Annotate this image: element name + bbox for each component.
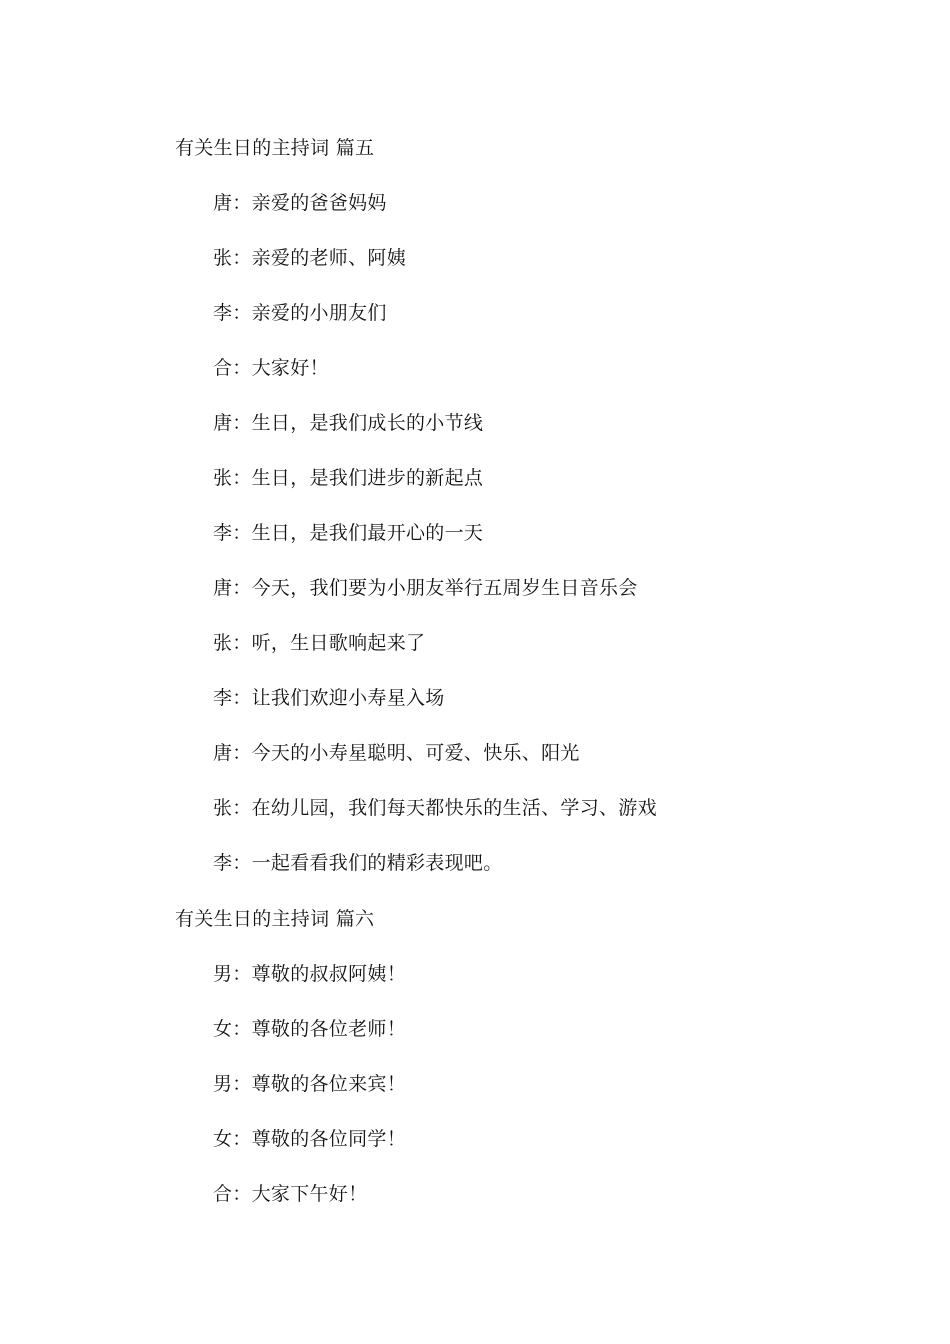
section-heading-6: 有关生日的主持词 篇六 xyxy=(175,908,375,930)
dialog-line: 男：尊敬的叔叔阿姨！ xyxy=(213,963,407,985)
dialog-line: 唐：生日，是我们成长的小节线 xyxy=(213,412,484,434)
dialog-line: 张：听，生日歌响起来了 xyxy=(213,632,426,654)
dialog-line: 女：尊敬的各位老师！ xyxy=(213,1018,407,1040)
dialog-line: 李：让我们欢迎小寿星入场 xyxy=(213,687,445,709)
dialog-line: 张：生日，是我们进步的新起点 xyxy=(213,467,484,489)
dialog-line: 唐：今天的小寿星聪明、可爱、快乐、阳光 xyxy=(213,742,580,764)
dialog-line: 唐：亲爱的爸爸妈妈 xyxy=(213,192,387,214)
dialog-line: 男：尊敬的各位来宾！ xyxy=(213,1073,407,1095)
dialog-line: 张：在幼儿园，我们每天都快乐的生活、学习、游戏 xyxy=(213,797,657,819)
dialog-line: 合：大家下午好！ xyxy=(213,1183,368,1205)
dialog-line: 李：一起看看我们的精彩表现吧。 xyxy=(213,852,503,874)
dialog-line: 张：亲爱的老师、阿姨 xyxy=(213,247,407,269)
dialog-line: 唐：今天，我们要为小朋友举行五周岁生日音乐会 xyxy=(213,577,638,599)
section-heading-5: 有关生日的主持词 篇五 xyxy=(175,137,375,159)
dialog-line: 李：亲爱的小朋友们 xyxy=(213,302,387,324)
dialog-line: 李：生日，是我们最开心的一天 xyxy=(213,522,484,544)
dialog-line: 合：大家好！ xyxy=(213,357,329,379)
dialog-line: 女：尊敬的各位同学！ xyxy=(213,1128,407,1150)
